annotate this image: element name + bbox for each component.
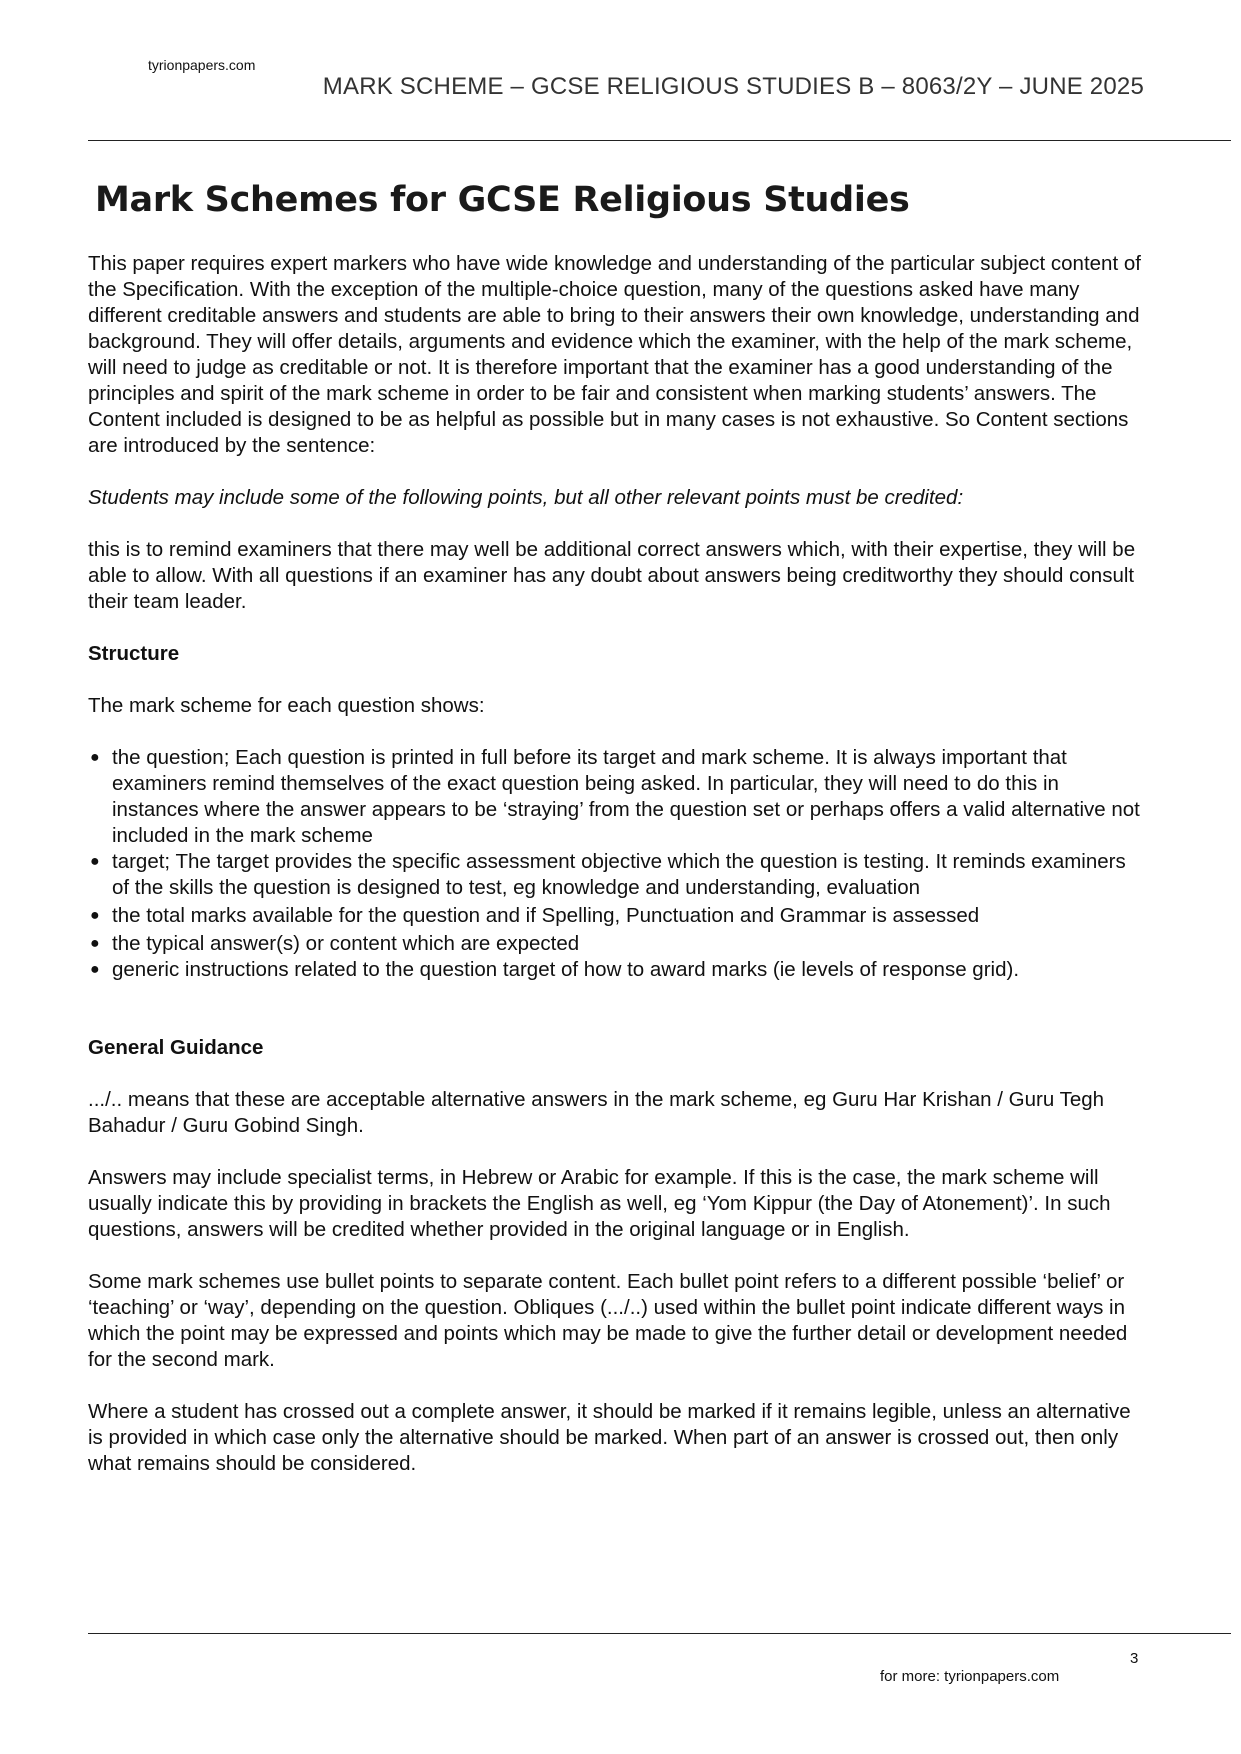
intro-paragraph: This paper requires expert markers who have wide knowledge and understanding of the particular subject content of the Specification. With the exception of the multiple-choice question, many of the questions asked have many different creditable answers and students are able to bring to their answers their own knowledge, understanding and background. They will offer details, arguments and evidence which the examiner, with the help of the mark scheme, will need to judge as creditable or not. It is therefore important that the examiner has a good understanding of the principles and spirit of the mark scheme in order to be fair and consistent when marking students’ answers. The Content included is designed to be as helpful as possible but in many cases is not exhaustive. So Content sections are introduced by the sentence: (88, 252, 1141, 457)
list-item (88, 931, 1148, 957)
guidance-paragraph-bullet-points: Some mark schemes use bullet points to separate content. Each bullet point refers to a different possible ‘belief’ or ‘teaching’ or ‘way’, depending on the question. Obliques (.../..) used within the bullet point indicate different ways in which the point may be expressed and points which may be made to give the further detail or development needed for the second mark. (88, 1270, 1128, 1371)
structure-lead: The mark scheme for each question shows: (88, 694, 485, 717)
guidance-paragraph-obliques: .../.. means that these are acceptable alternative answers in the mark scheme, eg Guru Har Krishan / Guru Tegh Bahadur / Guru Gobind Singh. (88, 1088, 1105, 1137)
running-header-title: MARK SCHEME – GCSE RELIGIOUS STUDIES B – 8063/2Y – JUNE 2025 (322, 73, 1144, 100)
structure-heading: Structure (88, 642, 180, 665)
list-item (88, 745, 1148, 849)
header-site-link: tyrionpapers.com (148, 57, 256, 73)
general-guidance-heading: General Guidance (88, 1036, 264, 1059)
list-item-text: the question; Each question is printed in full before its target and mark scheme. It is always important that examiners remind themselves of the exact question being asked. In particular, they will need to do this in instances where the answer appears to be ‘straying’ from the question set or perhaps offers a valid alternative not included in the mark scheme (112, 746, 1140, 847)
intro-quoted-sentence: Students may include some of the following points, but all other relevant points must be credited: (88, 486, 964, 509)
bullet-dot-icon: ● (90, 749, 100, 766)
list-item (88, 903, 1148, 929)
footer-site-link: for more: tyrionpapers.com (880, 1668, 1060, 1685)
bullet-dot-icon: ● (90, 935, 100, 952)
list-item (88, 957, 1148, 983)
intro-reminder-paragraph: this is to remind examiners that there may well be additional correct answers which, with their expertise, they will be able to allow. With all questions if an examiner has any doubt about answers being creditworthy they should consult their team leader. (88, 538, 1136, 613)
page-title: Mark Schemes for GCSE Religious Studies (95, 180, 910, 220)
list-item-text: target; The target provides the specific assessment objective which the question is testing. It reminds examiners of the skills the question is designed to test, eg knowledge and understanding, evaluation (112, 850, 1126, 899)
bullet-dot-icon: ● (90, 853, 100, 870)
list-item-text: the typical answer(s) or content which are expected (112, 932, 580, 955)
footer-divider (88, 1633, 1231, 1634)
header-divider (88, 140, 1231, 141)
document-body (88, 251, 1148, 1503)
page-number: 3 (1130, 1650, 1139, 1667)
structure-bullet-list (88, 745, 1148, 983)
list-item-text: generic instructions related to the question target of how to award marks (ie levels of response grid). (112, 958, 1020, 981)
bullet-dot-icon: ● (90, 961, 100, 978)
guidance-paragraph-specialist-terms: Answers may include specialist terms, in Hebrew or Arabic for example. If this is the case, the mark scheme will usually indicate this by providing in brackets the English as well, eg ‘Yom Kippur (the Day of Atonement)’. In such questions, answers will be credited whether provided in the original language or in English. (88, 1166, 1111, 1241)
bullet-dot-icon: ● (90, 907, 100, 924)
guidance-paragraph-crossed-out: Where a student has crossed out a complete answer, it should be marked if it remains legible, unless an alternative is provided in which case only the alternative should be marked. When part of an answer is crossed out, then only what remains should be considered. (88, 1400, 1131, 1475)
list-item-text: the total marks available for the question and if Spelling, Punctuation and Grammar is assessed (112, 904, 980, 927)
list-item (88, 849, 1148, 901)
